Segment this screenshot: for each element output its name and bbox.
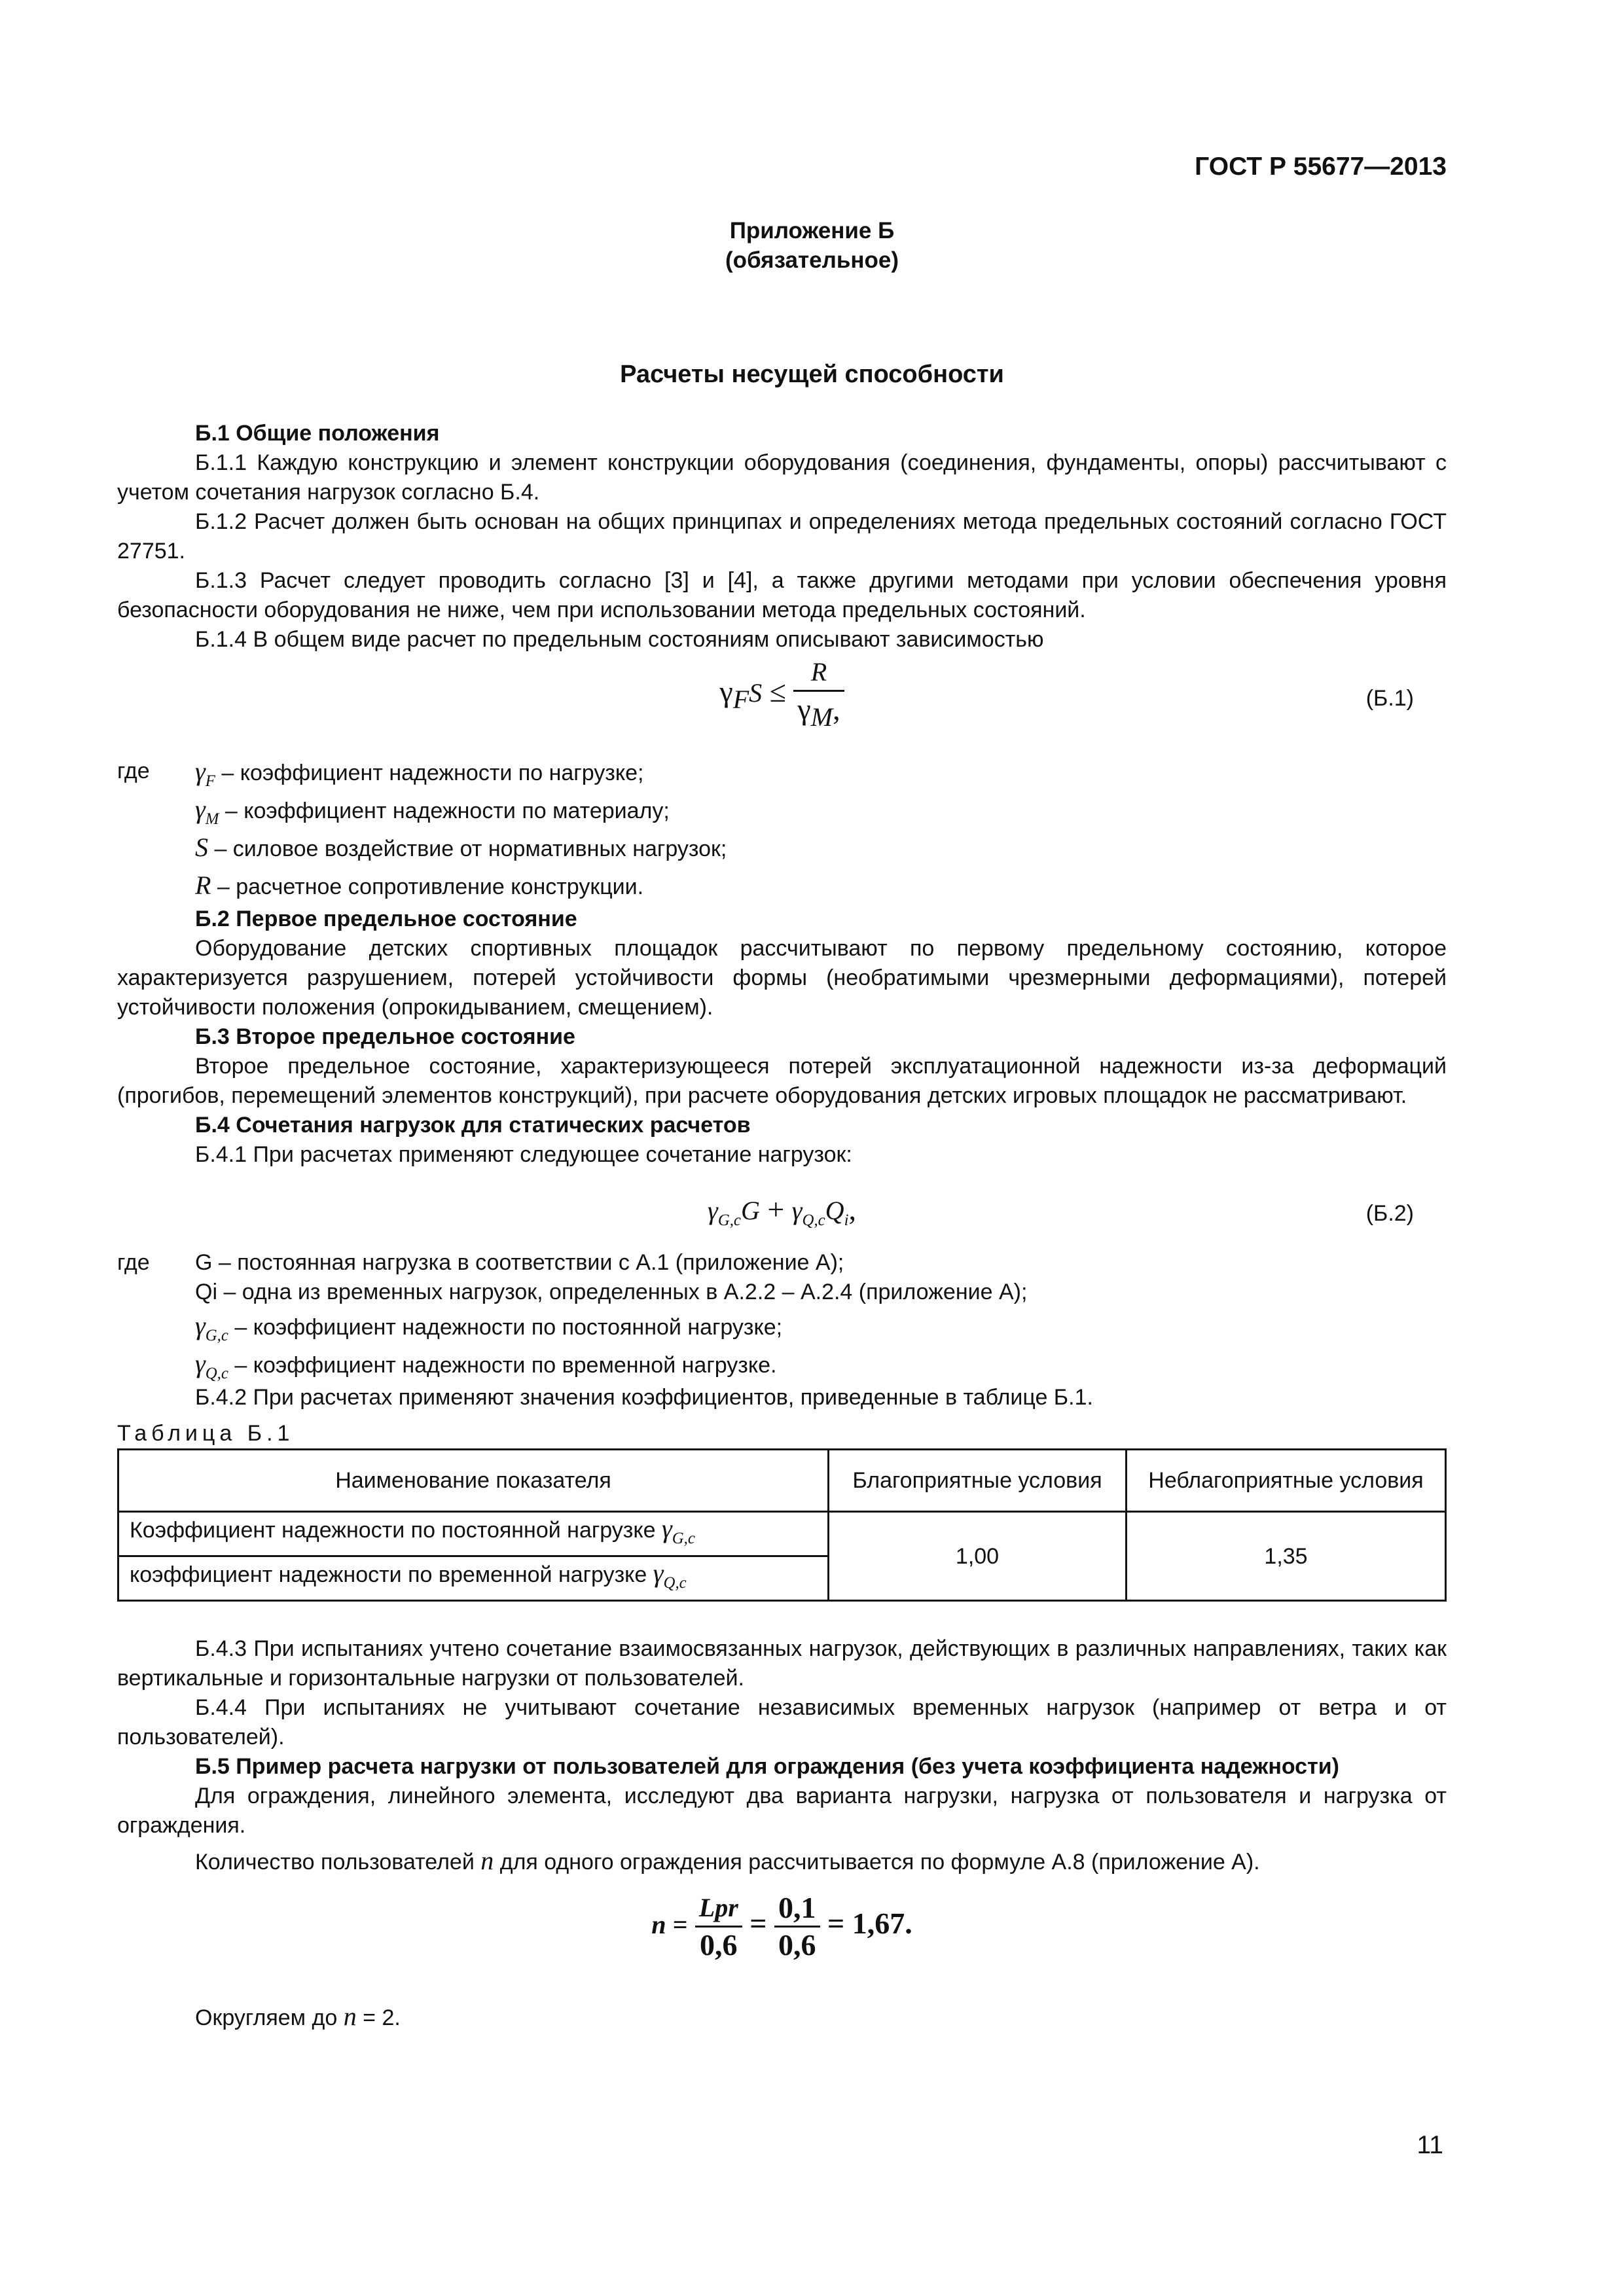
table-header-unfavorable: Неблагоприятные условия [1127,1450,1446,1512]
table-header-name: Наименование показателя [118,1450,829,1512]
formula-b1-number: (Б.1) [1365,686,1414,711]
definitions-b2 [117,1248,1447,1383]
paragraph-b1-2: Б.1.2 Расчет должен быть основан на общих принципах и определениях метода предельных состояний согласно ГОСТ 27751. [117,509,1447,564]
table-cell-row2: коэффициент надежности по временной нагрузке $\gamma_{Q,c}$ [118,1556,829,1601]
paragraph-b5-1: Для ограждения, линейного элемента, исследуют два варианта нагрузки, нагрузка от пользователя и нагрузка от ограждения. [117,1784,1447,1838]
section-heading-b2: Б.2 Первое предельное состояние [195,906,577,931]
formula-b1-fraction: $\frac{R}{\gamma_M,}$ [793,655,844,735]
formula-b2: $\gamma_{G,c}G + \gamma_{Q,c}Q_i$, (Б.2) [708,1193,1414,1229]
paragraph-b1-4: Б.1.4 В общем виде расчет по предельным состояниям описывают зависимостью [195,627,1044,652]
paragraph-b5-2: Количество пользователей n для одного ограждения рассчитывается по формуле А.8 (приложение А). [195,1846,1260,1875]
section-heading-b4: Б.4 Сочетания нагрузок для статических расчетов [195,1113,751,1138]
definition-gamma-m: $\gamma_M$ – коэффициент надежности по материалу; [195,795,670,828]
definition-r: R – расчетное сопротивление конструкции. [195,870,644,900]
definition-qi: Qi – одна из временных нагрузок, определенных в А.2.2 – А.2.4 (приложение А); [195,1280,1028,1304]
definition-gamma-gc: $\gamma_{G,c}$ – коэффициент надежности по постоянной нагрузке; [195,1311,783,1344]
appendix-label: Приложение Б [729,218,895,243]
where-label-2: где [117,1250,150,1275]
formula-b2-number: (Б.2) [1365,1201,1414,1226]
definitions-b1 [117,753,1447,905]
paragraph-b1-1: Б.1.1 Каждую конструкцию и элемент конструкции оборудования (соединения, фундаменты, опоры) рассчитывают с учетом сочетания нагрузок согласно Б.4. [117,450,1447,505]
paragraph-b4-3: Б.4.3 При испытаниях учтено сочетание взаимосвязанных нагрузок, действующих в различных направлениях, таких как вертикальные и горизонтальные нагрузки от пользователей. [117,1636,1447,1691]
page-number: 11 [1416,2131,1443,2159]
formula-b3: n = $\frac{\text{Lpr}}{0,6}$ = $\frac{0,1}{0,6}$ = 1,67. [651,1891,912,1962]
paragraph-b4-2: Б.4.2 При расчетах применяют значения коэффициентов, приведенные в таблице Б.1. [195,1385,1093,1410]
page-title: Расчеты несущей способности [620,361,1004,388]
paragraph-b4-4: Б.4.4 При испытаниях не учитывают сочетание независимых временных нагрузок (например от ветра и от пользователей). [117,1695,1447,1749]
table-b1 [117,1448,1447,1602]
definition-g: G – постоянная нагрузка в соответствии с А.1 (приложение А); [195,1250,844,1275]
table-cell-favorable-value: 1,00 [829,1512,1127,1601]
table-header-row [118,1450,1446,1512]
section-heading-b1: Б.1 Общие положения [195,421,440,446]
paragraph-b2: Оборудование детских спортивных площадок рассчитывают по первому предельному состоянию, которое характеризуется разрушением, потерей устойчивости формы (необратимыми чрезмерными деформациями), потерей устойчивости положения (опрокидыванием, смещением). [117,936,1447,1020]
table-row [118,1512,1446,1556]
formula-b1-lhs: $\gamma_FS$ ≤ [719,675,794,715]
document-body [117,419,1447,2033]
paragraph-b3: Второе предельное состояние, характеризующееся потерей эксплуатационной надежности из-за деформаций (прогибов, перемещений элементов конструкций), при расчете оборудования детских игровых площадок не рассматривают. [117,1054,1447,1108]
paragraph-b4-1: Б.4.1 При расчетах применяют следующее сочетание нагрузок: [195,1142,852,1167]
definition-gamma-qc: $\gamma_{Q,c}$ – коэффициент надежности по временной нагрузке. [195,1349,777,1382]
standard-code: ГОСТ Р 55677—2013 [1195,152,1447,181]
table-header-favorable: Благоприятные условия [829,1450,1127,1512]
table-cell-row1: Коэффициент надежности по постоянной нагрузке $\gamma_{G,c}$ [118,1512,829,1556]
paragraph-b1-3: Б.1.3 Расчет следует проводить согласно [3] и [4], а также другими методами при условии обеспечения уровня безопасности оборудования не ниже, чем при использовании метода предельных состояний. [117,568,1447,622]
definition-gamma-f: $\gamma_F$ – коэффициент надежности по нагрузке; [195,757,644,790]
section-heading-b5: Б.5 Пример расчета нагрузки от пользователей для ограждения (без учета коэффициента надежности) [195,1754,1339,1779]
table-cell-unfavorable-value: 1,35 [1127,1512,1446,1601]
paragraph-b5-round: Округляем до n = 2. [195,2001,401,2031]
where-label: где [117,759,150,783]
definition-s: S – силовое воздействие от нормативных нагрузок; [195,833,727,862]
appendix-status: (обязательное) [725,247,899,273]
formula-b1 [117,655,1447,753]
section-heading-b3: Б.3 Второе предельное состояние [195,1024,575,1049]
table-caption: Таблица Б.1 [117,1421,295,1446]
